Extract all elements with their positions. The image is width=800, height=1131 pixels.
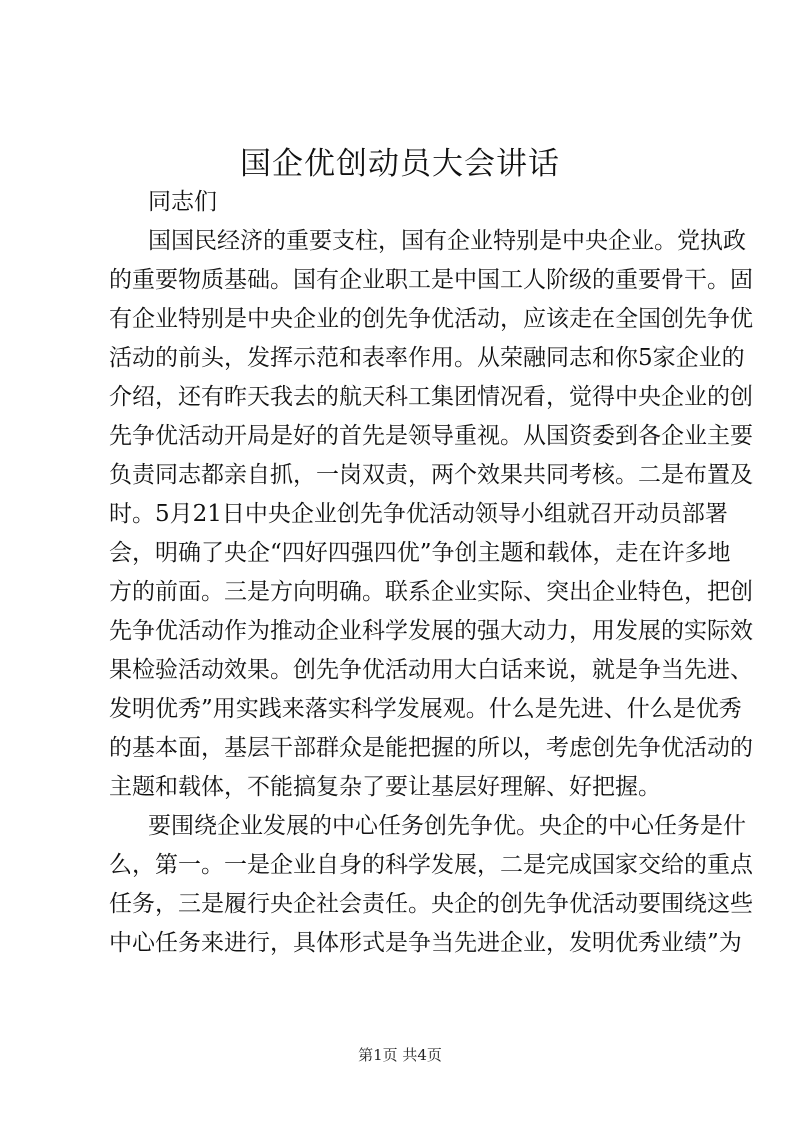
greeting-line: 同志们 [148, 189, 217, 215]
paragraph-1-line-10: 方的前面。三是方向明确。联系企业实际、突出企业特色，把创 [109, 579, 753, 605]
paragraph-1-line-11: 先争优活动作为推动企业科学发展的强大动力，用发展的实际效 [109, 618, 753, 644]
paragraph-1-line-9: 会，明确了央企“四好四强四优”争创主题和载体，走在许多地 [109, 540, 731, 566]
document-body [109, 183, 753, 963]
document-title: 国企优创动员大会讲话 [240, 146, 560, 182]
paragraph-2-line-2: 么，第一。一是企业自身的科学发展，二是完成国家交给的重点 [109, 852, 753, 878]
page-footer: 第1页 共4页 [358, 1046, 442, 1064]
paragraph-2-line-3: 任务，三是履行央企社会责任。央企的创先争优活动要围绕这些 [109, 891, 753, 917]
paragraph-1-line-4: 活动的前头，发挥示范和表率作用。从荣融同志和你5家企业的 [109, 345, 745, 371]
paragraph-1-line-3: 有企业特别是中央企业的创先争优活动，应该走在全国创先争优 [109, 306, 753, 332]
paragraph-1-line-1: 国国民经济的重要支柱，国有企业特别是中央企业。党执政 [148, 228, 746, 254]
paragraph-2-line-4: 中心任务来进行，具体形式是争当先进企业，发明优秀业绩”为 [109, 930, 742, 956]
paragraph-1-line-2: 的重要物质基础。国有企业职工是中国工人阶级的重要骨干。固 [109, 267, 753, 293]
paragraph-1-line-5: 介绍，还有昨天我去的航天科工集团情况看，觉得中央企业的创 [109, 384, 753, 410]
paragraph-2-line-1: 要围绕企业发展的中心任务创先争优。央企的中心任务是什 [148, 813, 746, 839]
paragraph-1-line-13: 发明优秀”用实践来落实科学发展观。什么是先进、什么是优秀 [109, 696, 742, 722]
paragraph-1-line-15: 主题和载体，不能搞复杂了要让基层好理解、好把握。 [109, 774, 661, 800]
paragraph-1-line-6: 先争优活动开局是好的首先是领导重视。从国资委到各企业主要 [109, 423, 753, 449]
paragraph-1-line-12: 果检验活动效果。创先争优活动用大白话来说，就是争当先进、 [109, 657, 753, 683]
paragraph-1-line-7: 负责同志都亲自抓，一岗双责，两个效果共同考核。二是布置及 [109, 462, 753, 488]
paragraph-1-line-8: 时。5月21日中央企业创先争优活动领导小组就召开动员部署 [109, 501, 728, 527]
paragraph-1-line-14: 的基本面，基层干部群众是能把握的所以，考虑创先争优活动的 [109, 735, 753, 761]
